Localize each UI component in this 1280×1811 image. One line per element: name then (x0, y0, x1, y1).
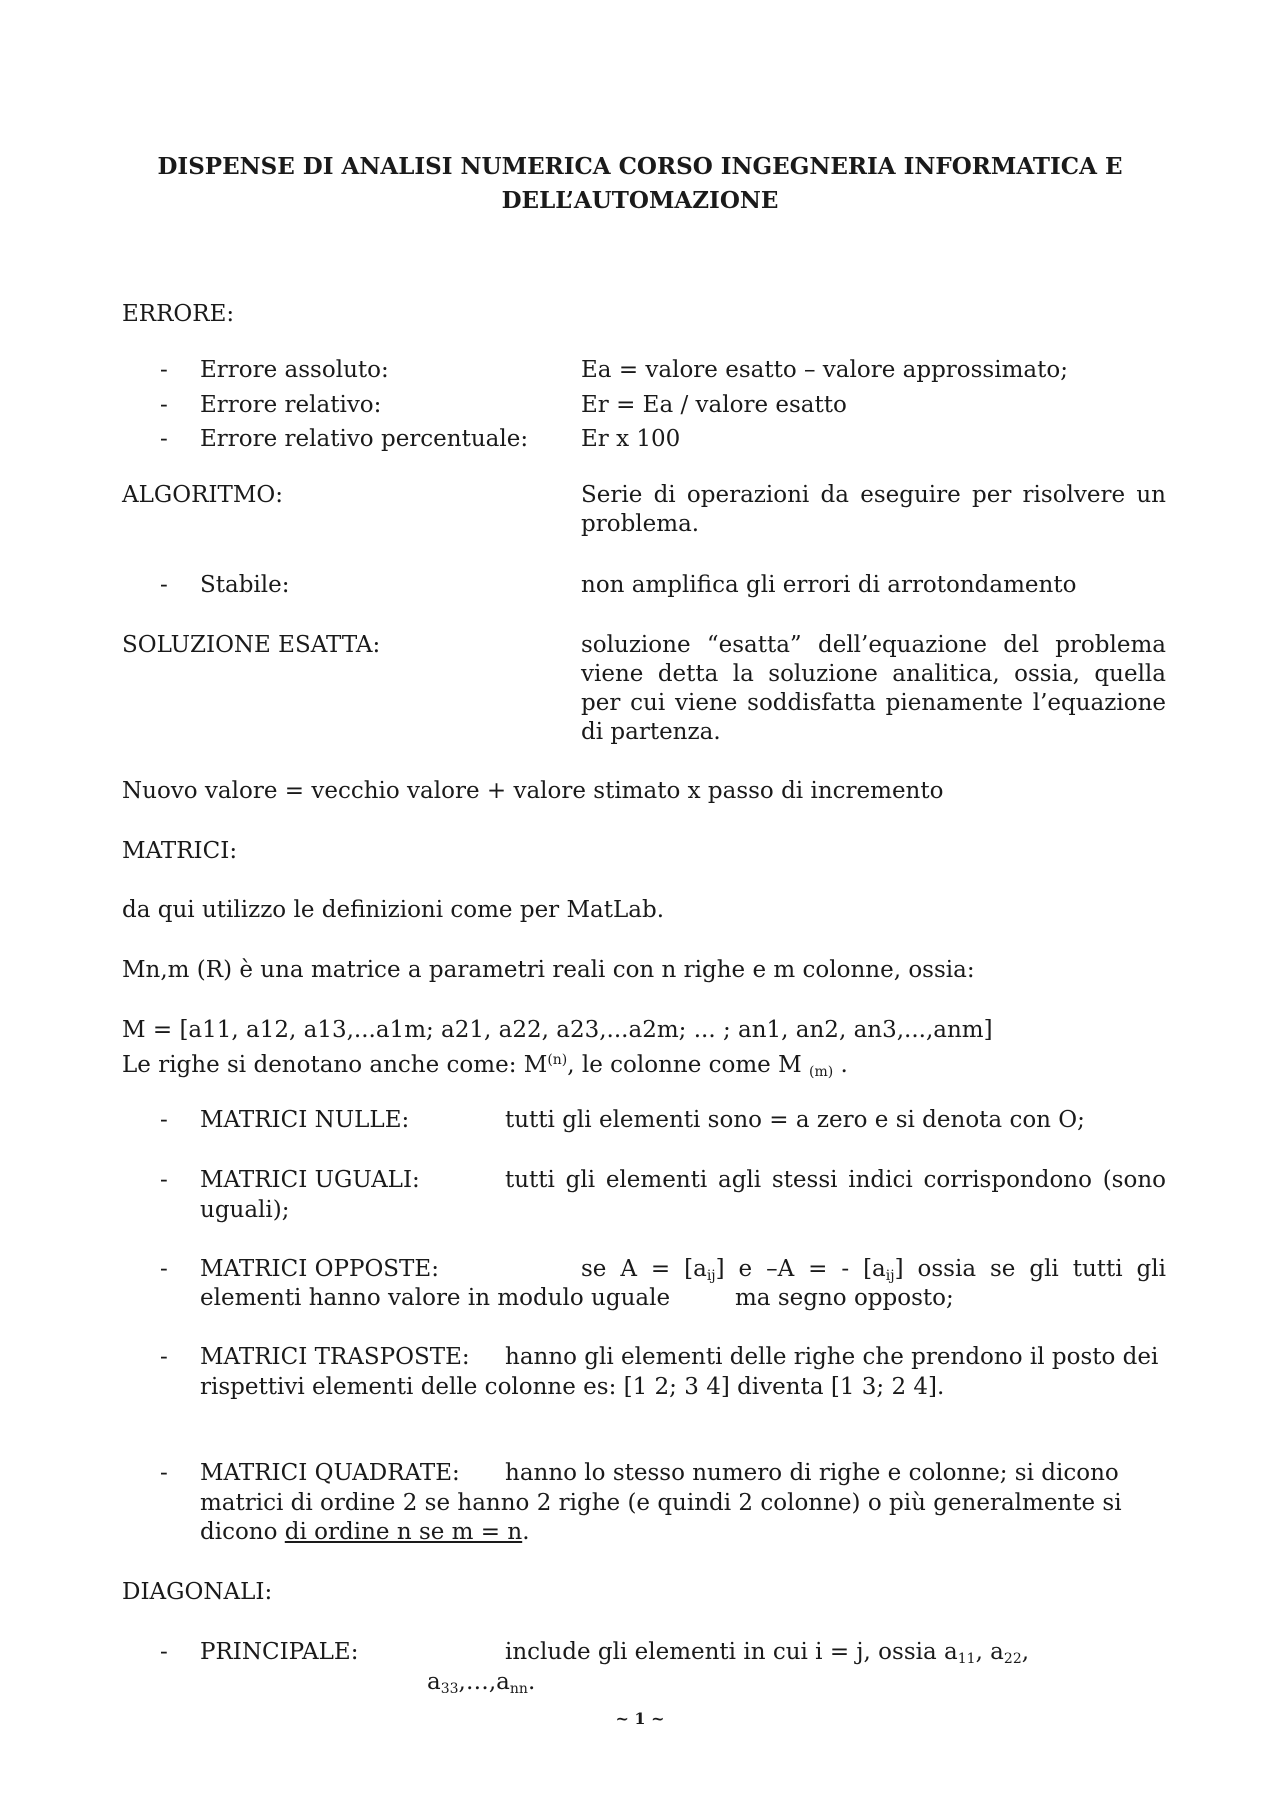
list-bullet: - (160, 357, 168, 383)
errore-heading: ERRORE: (122, 301, 235, 327)
index-subscript: nn (509, 1681, 528, 1697)
list-bullet: - (160, 392, 168, 418)
index-subscript: 22 (1003, 1651, 1022, 1667)
matrici-nulle-label: MATRICI NULLE: (200, 1107, 410, 1133)
stabile-value: non amplifica gli errori di arrotondamento (581, 572, 1077, 598)
opposte-text-c: ] ossia se gli tutti gli (894, 1256, 1166, 1282)
rows-text-a: Le righe si denotano anche come: M (122, 1052, 548, 1078)
principale-continuation (427, 1668, 535, 1704)
matrici-trasposte-value: hanno gli elementi delle righe che prendono il posto dei (505, 1344, 1159, 1370)
list-bullet: - (160, 1167, 168, 1193)
matrici-definition: Mn,m (R) è una matrice a parametri reali con n righe e m colonne, ossia: (122, 957, 975, 983)
list-bullet: - (160, 572, 168, 598)
principale-text-a: include gli elementi in cui i = j, ossia a (505, 1639, 958, 1665)
index-subscript: 33 (440, 1681, 459, 1697)
algoritmo-heading: ALGORITMO: (122, 482, 284, 508)
principale-cont-b: ,…,a (458, 1669, 510, 1695)
principale-label: PRINCIPALE: (200, 1639, 359, 1665)
index-subscript: ij (885, 1268, 895, 1284)
matrici-rows-cols-notation (122, 1046, 1182, 1087)
principale-text-c: , (1021, 1639, 1030, 1665)
matrici-quadrate-label: MATRICI QUADRATE: (200, 1460, 460, 1486)
matrici-uguali-label: MATRICI UGUALI: (200, 1167, 420, 1193)
matrici-trasposte-continuation: rispettivi elementi delle colonne es: [1 2; 3 4] diventa [1 3; 2 4]. (200, 1374, 945, 1400)
index-subscript: 11 (957, 1651, 976, 1667)
matrici-heading: MATRICI: (122, 838, 238, 864)
list-bullet: - (160, 1460, 168, 1486)
principale-cont-a: a (427, 1669, 441, 1695)
page-number: ~ 1 ~ (615, 1709, 665, 1728)
rows-text-b: , le colonne come M (567, 1052, 802, 1078)
matrici-uguali-value: tutti gli elementi agli stessi indici corrispondono (sono (505, 1167, 1166, 1193)
matrici-quadrate-continuation-1: matrici di ordine 2 se hanno 2 righe (e quindi 2 colonne) o più generalmente si (200, 1490, 1122, 1516)
matrici-nulle-value: tutti gli elementi sono = a zero e si denota con O; (505, 1107, 1085, 1133)
list-bullet: - (160, 1107, 168, 1133)
errore-relativo-value: Er = Ea / valore esatto (581, 392, 847, 418)
principale-cont-c: . (527, 1669, 536, 1695)
stabile-label: Stabile: (200, 572, 290, 598)
list-bullet: - (160, 1639, 168, 1665)
quadrate-underlined: di ordine n se m = n (284, 1519, 523, 1545)
rows-text-c: . (833, 1052, 848, 1078)
errore-percentuale-label: Errore relativo percentuale: (200, 426, 529, 452)
cols-subscript: (m) (808, 1064, 834, 1080)
index-subscript: ij (706, 1268, 716, 1284)
opposte-text-a: se A = [a (581, 1256, 707, 1282)
list-bullet: - (160, 1344, 168, 1370)
matrici-trasposte-label: MATRICI TRASPOSTE: (200, 1344, 470, 1370)
errore-assoluto-value: Ea = valore esatto – valore approssimato; (581, 357, 1068, 383)
matrici-opposte-continuation-a: elementi hanno valore in modulo uguale (200, 1285, 671, 1311)
document-title (100, 150, 1180, 218)
nuovo-valore-formula: Nuovo valore = vecchio valore + valore stimato x passo di incremento (122, 778, 944, 804)
quadrate-text-a: dicono (200, 1519, 285, 1545)
principale-text-b: , a (975, 1639, 1004, 1665)
matrici-uguali-continuation: uguali); (200, 1197, 290, 1223)
errore-relativo-label: Errore relativo: (200, 392, 382, 418)
quadrate-text-b: . (522, 1519, 530, 1545)
matrici-example: M = [a11, a12, a13,...a1m; a21, a22, a23,...a2m; ... ; an1, an2, an3,...,anm] (122, 1017, 993, 1043)
matrici-intro: da qui utilizzo le definizioni come per MatLab. (122, 897, 665, 923)
title-line-2: DELL’AUTOMAZIONE (501, 187, 779, 214)
matrici-opposte-continuation-b: ma segno opposto; (735, 1285, 954, 1311)
opposte-text-b: ] e –A = - [a (715, 1256, 886, 1282)
diagonali-heading: DIAGONALI: (122, 1579, 273, 1605)
matrici-quadrate-continuation-2 (200, 1518, 530, 1547)
matrici-opposte-label: MATRICI OPPOSTE: (200, 1256, 439, 1282)
soluzione-heading: SOLUZIONE ESATTA: (122, 632, 381, 658)
errore-percentuale-value: Er x 100 (581, 426, 681, 452)
rows-superscript: (n) (547, 1052, 568, 1068)
errore-assoluto-label: Errore assoluto: (200, 357, 389, 383)
list-bullet: - (160, 1256, 168, 1282)
matrici-quadrate-value: hanno lo stesso numero di righe e colonne; si dicono (505, 1460, 1119, 1486)
list-bullet: - (160, 426, 168, 452)
principale-value (505, 1638, 1029, 1674)
soluzione-definition: soluzione “esatta” dell’equazione del problema viene detta la soluzione analitica, ossia, quella per cui viene soddisfatta pienamente l’equazione di partenza. (581, 632, 1166, 745)
title-line-1: DISPENSE DI ANALISI NUMERICA CORSO INGEGNERIA INFORMATICA E (157, 153, 1123, 180)
algoritmo-definition: Serie di operazioni da eseguire per risolvere un problema. (581, 482, 1166, 537)
